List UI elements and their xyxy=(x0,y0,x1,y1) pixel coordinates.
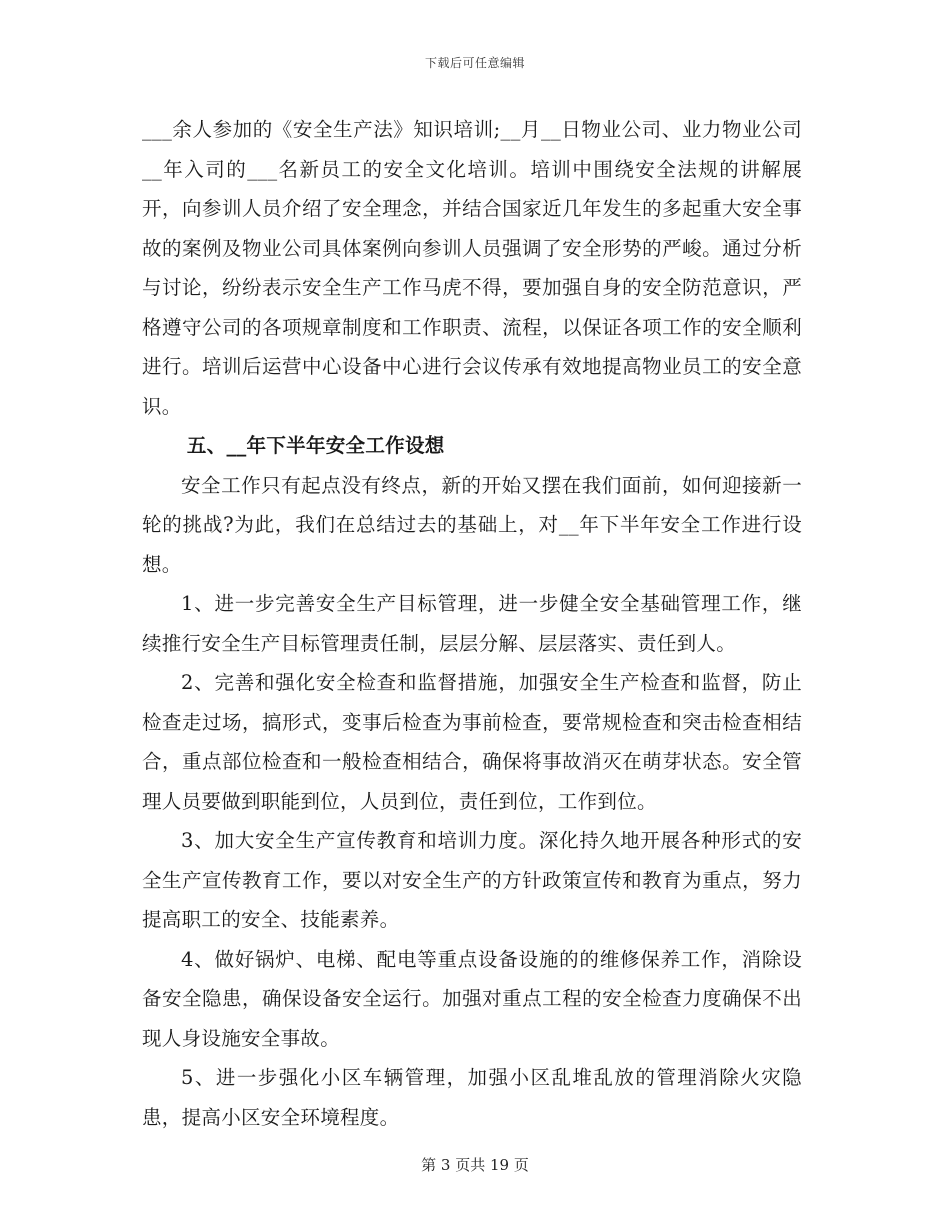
document-body xyxy=(142,110,802,1137)
paragraph-intro: 安全工作只有起点没有终点，新的开始又摆在我们面前，如何迎接新一轮的挑战?为此，我们在总结过去的基础上，对__年下半年安全工作进行设想。 xyxy=(142,473,802,576)
list-item-1: 1、进一步完善安全生产目标管理，进一步健全安全基础管理工作，继续推行安全生产目标管理责任制，层层分解、层层落实、责任到人。 xyxy=(142,592,802,655)
paragraph-training-summary: ___余人参加的《安全生产法》知识培训;__月__日物业公司、业力物业公司__年入司的___名新员工的安全文化培训。培训中围绕安全法规的讲解展开，向参训人员介绍了安全理念，并结合国家近几年发生的多起重大安全事故的案例及物业公司具体案例向参训人员强调了安全形势的严峻。通过分析与讨论，纷纷表示安全生产工作马虎不得，要加强自身的安全防范意识，严格遵守公司的各项规章制度和工作职责、流程，以保证各项工作的安全顺利进行。培训后运营中心设备中心进行会议传承有效地提高物业员工的安全意识。 xyxy=(142,118,802,418)
list-item-5: 5、进一步强化小区车辆管理，加强小区乱堆乱放的管理消除火灾隐患，提高小区安全环境程度。 xyxy=(142,1066,802,1129)
section-heading: 五、__年下半年安全工作设想 xyxy=(186,434,445,457)
page-header-note: 下载后可任意编辑 xyxy=(424,56,525,70)
page-number-footer: 第 3 页共 19 页 xyxy=(421,1156,529,1174)
list-item-4: 4、做好锅炉、电梯、配电等重点设备设施的的维修保养工作，消除设备安全隐患，确保设备安全运行。加强对重点工程的安全检查力度确保不出现人身设施安全事故。 xyxy=(142,947,802,1050)
list-item-2: 2、完善和强化安全检查和监督措施，加强安全生产检查和监督，防止检查走过场，搞形式，变事后检查为事前检查，要常规检查和突击检查相结合，重点部位检查和一般检查相结合，确保将事故消灭在萌芽状态。安全管理人员要做到职能到位，人员到位，责任到位，工作到位。 xyxy=(142,671,802,813)
list-item-3: 3、加大安全生产宣传教育和培训力度。深化持久地开展各种形式的安全生产宣传教育工作，要以对安全生产的方针政策宣传和教育为重点，努力提高职工的安全、技能素养。 xyxy=(142,829,802,931)
